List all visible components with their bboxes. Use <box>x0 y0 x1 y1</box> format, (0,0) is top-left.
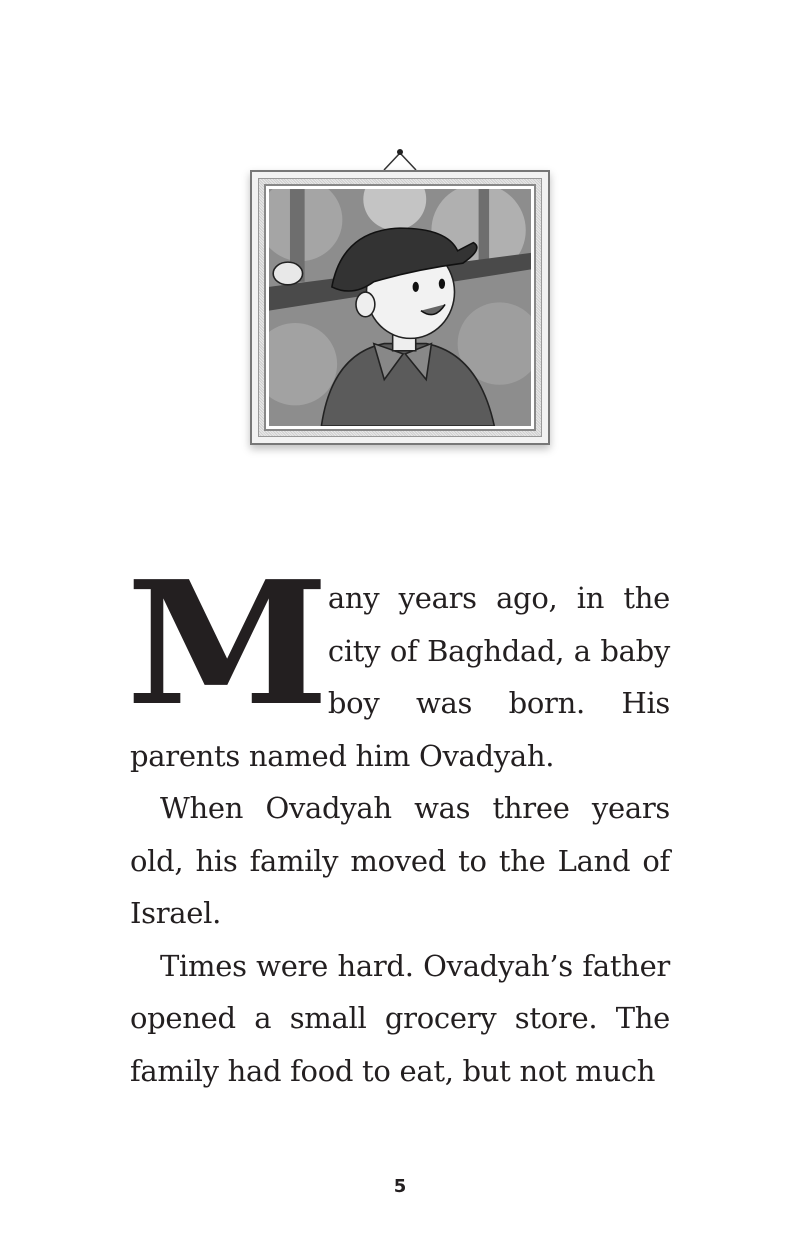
paragraph-2: When Ovadyah was three years old, his family moved to the Land of Israel. <box>130 791 670 930</box>
frame-mat <box>264 184 536 431</box>
boy-portrait-illustration <box>269 189 531 426</box>
frame-hanger <box>380 148 420 172</box>
paragraph-1-text: any years ago, in the city of Baghdad, a baby boy was born. His parents named him Ovadyah. <box>130 581 670 773</box>
drop-cap: M <box>126 544 329 744</box>
paragraph-3: Times were hard. Ovadyah’s father opened a small grocery store. The family had food to eat, but not much <box>130 948 670 1088</box>
paragraph-1 <box>126 544 670 782</box>
picture-frame <box>250 170 550 445</box>
page-number: 5 <box>393 1176 407 1197</box>
frame-border <box>258 178 542 437</box>
story-text <box>126 544 670 1097</box>
